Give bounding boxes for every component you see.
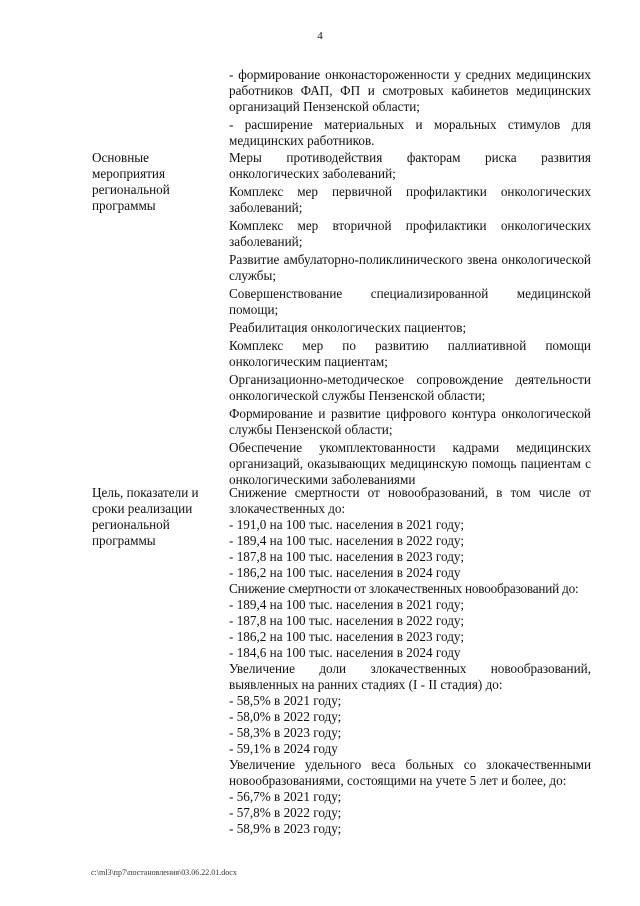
page-number: 4 bbox=[317, 30, 323, 42]
activity-item: Организационно-методическое сопровождение деятельности онкологической службы Пензенской области; bbox=[229, 372, 591, 403]
activity-item: Комплекс мер по развитию паллиативной помощи онкологическим пациентам; bbox=[229, 338, 591, 369]
intro-item: - формирование онконастороженности у средних медицинских работников ФАП, ФП и смотровых кабинетов медицинских организаций Пензенской области; bbox=[229, 67, 591, 114]
goal-line: - 58,9% в 2023 году; bbox=[229, 821, 342, 836]
goal-line: Снижение смертности от злокачественных новообразований до: bbox=[229, 581, 579, 596]
goal-line: - 59,1% в 2024 году bbox=[229, 741, 338, 756]
goal-line: - 58,0% в 2022 году; bbox=[229, 709, 342, 724]
goal-line: - 189,4 на 100 тыс. населения в 2022 году; bbox=[229, 533, 464, 548]
section-content-goals bbox=[229, 485, 591, 837]
goal-line: - 58,3% в 2023 году; bbox=[229, 725, 342, 740]
activity-item: Комплекс мер первичной профилактики онкологических заболеваний; bbox=[229, 184, 591, 215]
goal-line: Увеличение доли злокачественных новообразований, выявленных на ранних стадиях (I - II стадия) до: bbox=[229, 661, 591, 692]
goal-line: - 56,7% в 2021 году; bbox=[229, 789, 342, 804]
goal-line: - 189,4 на 100 тыс. населения в 2021 году; bbox=[229, 597, 464, 612]
section-label-activities: Основные мероприятия региональной программы bbox=[92, 150, 170, 213]
intro-list bbox=[229, 67, 591, 151]
activity-item: Формирование и развитие цифрового контура онкологической службы Пензенской области; bbox=[229, 406, 591, 437]
section-content-activities bbox=[229, 150, 591, 490]
goal-line: - 186,2 на 100 тыс. населения в 2024 году bbox=[229, 565, 461, 580]
goal-line: - 186,2 на 100 тыс. населения в 2023 году; bbox=[229, 629, 464, 644]
goal-line: - 58,5% в 2021 году; bbox=[229, 693, 342, 708]
goal-line: Снижение смертности от новообразований, в том числе от злокачественных до: bbox=[229, 485, 591, 516]
section-label-goals: Цель, показатели и сроки реализации региональной программы bbox=[92, 485, 199, 548]
goal-line: - 187,8 на 100 тыс. населения в 2022 году; bbox=[229, 613, 464, 628]
activity-item: Реабилитация онкологических пациентов; bbox=[229, 320, 467, 335]
goal-line: - 191,0 на 100 тыс. населения в 2021 году; bbox=[229, 517, 464, 532]
activity-item: Совершенствование специализированной медицинской помощи; bbox=[229, 286, 591, 317]
activity-item: Меры противодействия факторам риска развития онкологических заболеваний; bbox=[229, 150, 591, 181]
goal-line: - 187,8 на 100 тыс. населения в 2023 году; bbox=[229, 549, 464, 564]
activity-item: Развитие амбулаторно-поликлинического звена онкологической службы; bbox=[229, 252, 591, 283]
activity-item: Обеспечение укомплектованности кадрами медицинских организаций, оказывающих медицинскую помощь пациентам с онкологическими заболеваниями bbox=[229, 440, 591, 487]
activity-item: Комплекс мер вторичной профилактики онкологических заболеваний; bbox=[229, 218, 591, 249]
intro-item: - расширение материальных и моральных стимулов для медицинских работников. bbox=[229, 117, 591, 148]
goal-line: - 184,6 на 100 тыс. населения в 2024 году bbox=[229, 645, 461, 660]
file-path-footer: c:\ml3\пр7\постановления\03.06.22.01.docx bbox=[91, 868, 237, 877]
goal-line: Увеличение удельного веса больных со злокачественными новообразованиями, состоящими на учете 5 лет и более, до: bbox=[229, 757, 591, 788]
goal-line: - 57,8% в 2022 году; bbox=[229, 805, 342, 820]
